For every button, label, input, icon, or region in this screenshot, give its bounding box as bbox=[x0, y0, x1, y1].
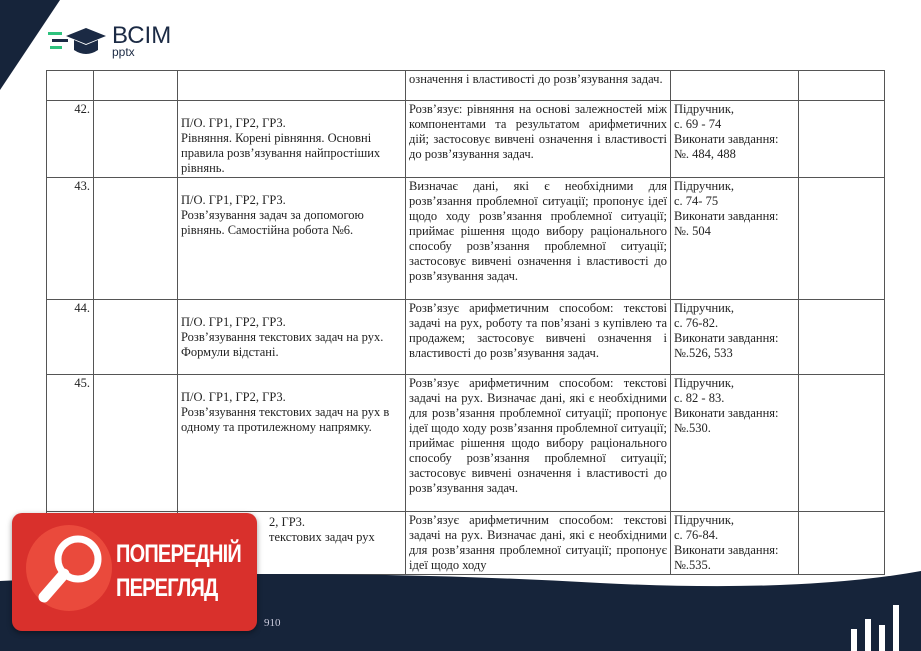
topic-cell bbox=[178, 300, 406, 375]
source-line: №. 484, 488 bbox=[674, 147, 736, 161]
table-row bbox=[47, 178, 885, 300]
logo-subtitle: pptx bbox=[112, 45, 135, 59]
logo bbox=[48, 24, 171, 58]
source-line: Виконати завдання: bbox=[674, 209, 779, 223]
brand-bars-icon bbox=[847, 601, 907, 651]
table-row bbox=[47, 101, 885, 178]
date-cell bbox=[94, 101, 178, 178]
source-line: №.526, 533 bbox=[674, 346, 733, 360]
logo-title: ВСІМ bbox=[112, 22, 172, 49]
source-line: Підручник, bbox=[674, 301, 735, 315]
topic-cell bbox=[178, 101, 406, 178]
homework-cell bbox=[671, 101, 799, 178]
date-cell bbox=[94, 71, 178, 101]
outcomes-cell: означення і властивості до розв’язування задач. bbox=[406, 71, 671, 101]
lesson-plan-table bbox=[46, 70, 885, 575]
source-line: Підручник, bbox=[674, 102, 735, 116]
source-line: с. 76-82. bbox=[674, 316, 719, 330]
lesson-number bbox=[47, 71, 94, 101]
source-line: №.535. bbox=[674, 558, 711, 572]
topic-cell bbox=[178, 71, 406, 101]
source-line: Підручник, bbox=[674, 513, 735, 527]
source-line: Виконати завдання: bbox=[674, 543, 779, 557]
homework-cell bbox=[671, 300, 799, 375]
homework-cell bbox=[671, 71, 799, 101]
topic-group: П/О. ГР1, ГР2, ГР3. bbox=[181, 193, 286, 207]
topic-cell bbox=[178, 375, 406, 512]
date-cell bbox=[94, 300, 178, 375]
outcomes-cell: Визначає дані, які є необхідними для розв’язання проблемної ситуації; пропонує ідеї щодо ходу розв’язання проблемної ситуації; приймає рішення щодо вибору раціонального способу розв’язання проблемної ситуації; застосовує вивчені означення і властивості до розв’язування задач. bbox=[406, 178, 671, 300]
outcomes-cell: Розв’язує арифметичним способом: текстові задачі на рух. Визначає дані, які є необхідними для розв’язання проблемної ситуації; пропонує ідеї щодо ходу розв’язання проблемної ситуації; приймає рішення щодо вибору раціонального способу розв’язання проблемної ситуації; застосовує вивчені означення і властивості до розв’язування задач. bbox=[406, 375, 671, 512]
topic-title: Розв’язування текстових задач на рух в одному та протилежному напрямку. bbox=[181, 405, 390, 434]
lesson-number: 43. bbox=[47, 178, 94, 300]
source-line: Підручник, bbox=[674, 179, 735, 193]
homework-cell bbox=[671, 178, 799, 300]
page-number: 910 bbox=[264, 617, 281, 629]
notes-cell bbox=[799, 375, 885, 512]
notes-cell bbox=[799, 300, 885, 375]
source-line: с. 82 - 83. bbox=[674, 391, 725, 405]
topic-group: П/О. ГР1, ГР2, ГР3. bbox=[181, 315, 286, 329]
source-line: Виконати завдання: bbox=[674, 406, 779, 420]
homework-cell bbox=[671, 375, 799, 512]
source-line: №. 504 bbox=[674, 224, 711, 238]
topic-title: Розв’язування текстових задач на рух. Формули відстані. bbox=[181, 330, 384, 359]
notes-cell bbox=[799, 101, 885, 178]
date-cell bbox=[94, 178, 178, 300]
source-line: Виконати завдання: bbox=[674, 132, 779, 146]
table-row bbox=[47, 71, 885, 101]
lesson-number: 45. bbox=[47, 375, 94, 512]
topic-group: 2, ГР3. bbox=[269, 515, 306, 529]
preview-line1: ПОПЕРЕДНІЙ bbox=[116, 540, 241, 568]
date-cell bbox=[94, 375, 178, 512]
preview-badge bbox=[12, 513, 257, 631]
source-line: Підручник, bbox=[674, 376, 735, 390]
topic-cell bbox=[178, 178, 406, 300]
source-line: с. 74- 75 bbox=[674, 194, 719, 208]
topic-group: П/О. ГР1, ГР2, ГР3. bbox=[181, 390, 286, 404]
homework-cell bbox=[671, 512, 799, 575]
notes-cell bbox=[799, 178, 885, 300]
notes-cell bbox=[799, 71, 885, 101]
topic-title: текстових задач рух bbox=[269, 530, 375, 544]
graduation-cap-icon bbox=[48, 26, 106, 56]
source-line: с. 76-84. bbox=[674, 528, 719, 542]
topic-title: Рівняння. Корені рівняння. Основні правила розв’язування найпростіших рівнянь. bbox=[181, 131, 381, 175]
outcomes-cell: Розв’язує арифметичним способом: текстові задачі на рух. Визначає дані, які є необхідними для розв’язання проблемної ситуації; пропонує ідеї щодо ходу bbox=[406, 512, 671, 575]
source-line: с. 69 - 74 bbox=[674, 117, 722, 131]
magnifier-icon bbox=[30, 529, 110, 609]
preview-line2: ПЕРЕГЛЯД bbox=[116, 574, 218, 602]
topic-title: Розв’язування задач за допомогою рівнянь. Самостійна робота №6. bbox=[181, 208, 364, 237]
outcomes-cell: Розв’язує арифметичним способом: текстові задачі на рух, роботу та пов’язані з купівлею та продажем; застосовує вивчені означення і властивості до розв’язування задач. bbox=[406, 300, 671, 375]
source-line: №.530. bbox=[674, 421, 711, 435]
source-line: Виконати завдання: bbox=[674, 331, 779, 345]
notes-cell bbox=[799, 512, 885, 575]
outcomes-cell: Розв’язує: рівняння на основі залежностей між компонентами та результатом арифметичних дій; застосовує вивчені означення і властивості до розв’язування задач. bbox=[406, 101, 671, 178]
table-row bbox=[47, 375, 885, 512]
topic-group: П/О. ГР1, ГР2, ГР3. bbox=[181, 116, 286, 130]
lesson-number: 44. bbox=[47, 300, 94, 375]
lesson-number: 42. bbox=[47, 101, 94, 178]
table-row bbox=[47, 300, 885, 375]
